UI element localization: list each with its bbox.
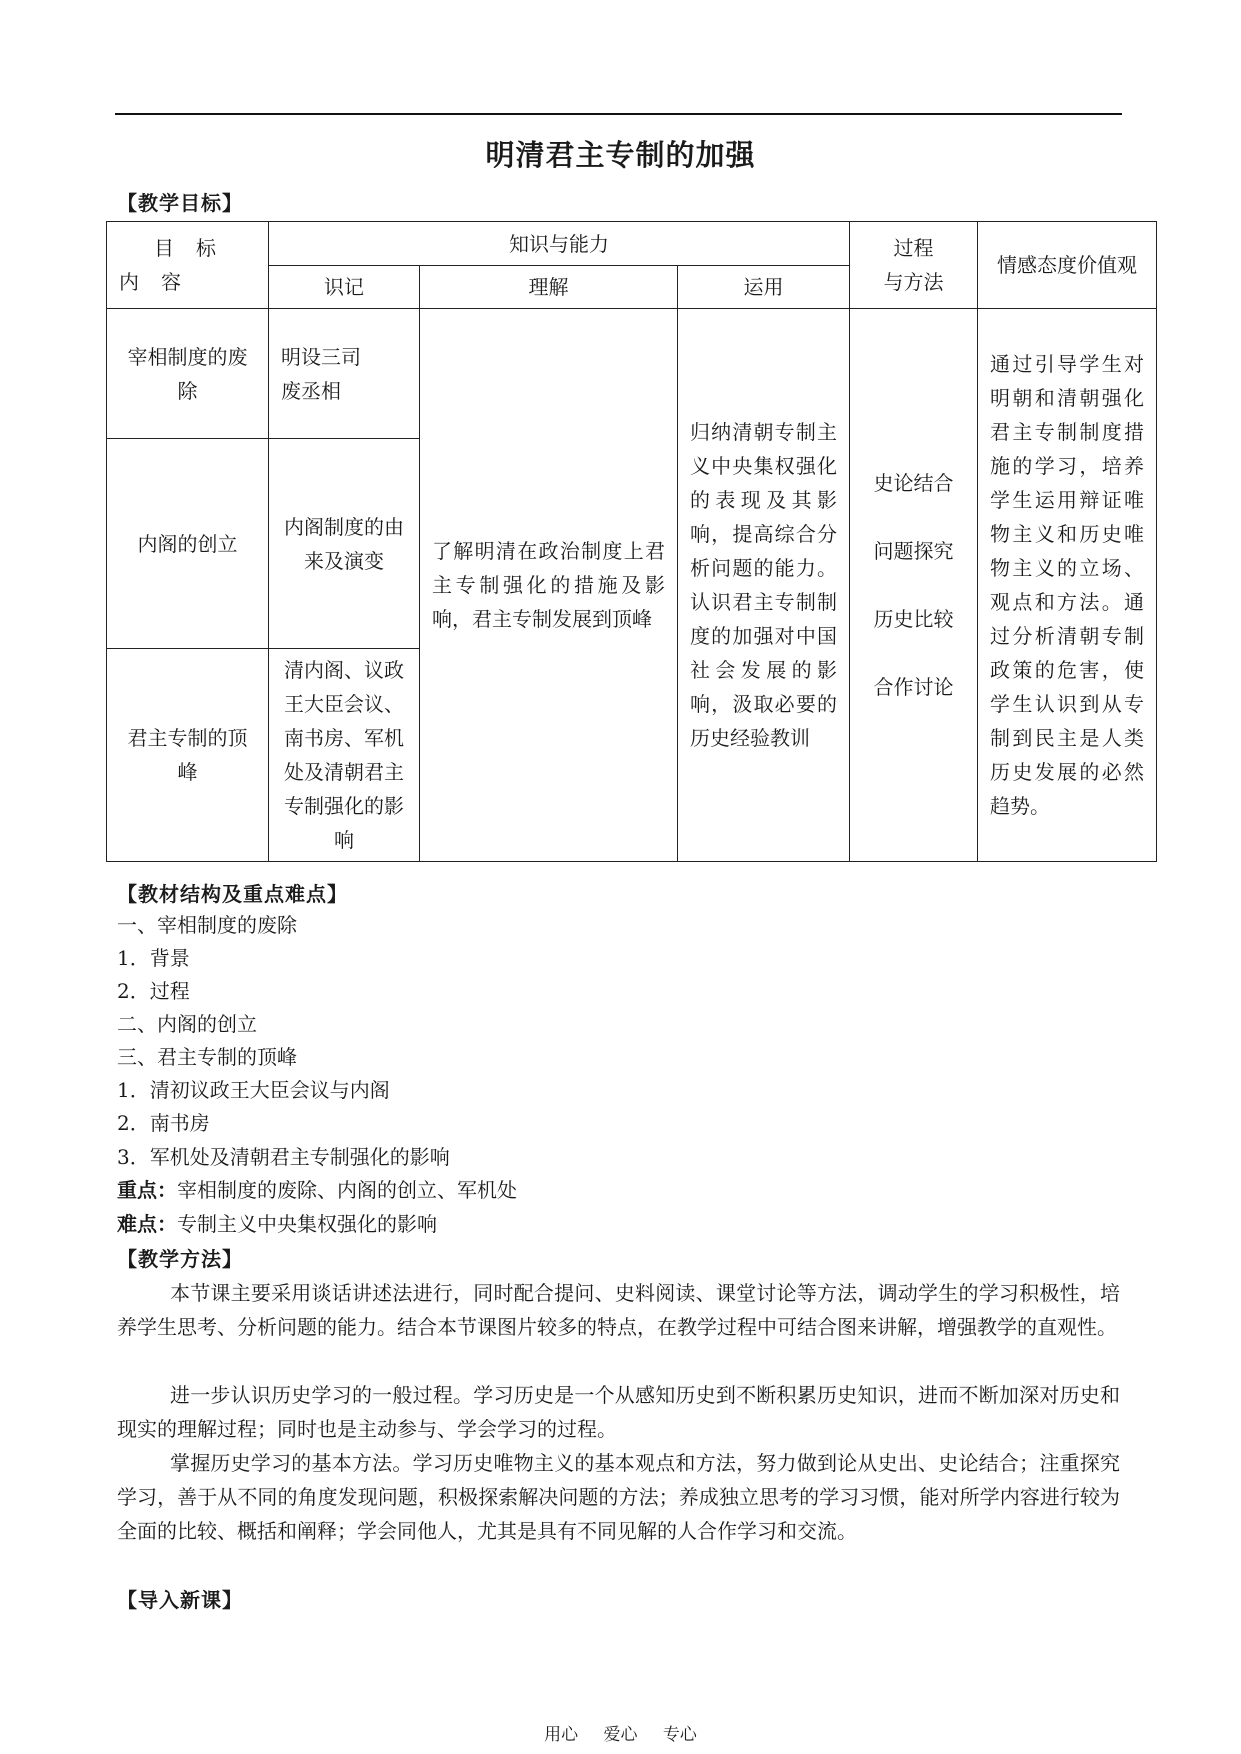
method-paragraph: 进一步认识历史学习的一般过程。学习历史是一个从感知历史到不断积累历史知识，进而不断加深对历史和现实的理解过程；同时也是主动参与、学会学习的过程。 xyxy=(117,1383,1120,1441)
sub-header-memorize: 识记 xyxy=(269,266,420,309)
outline-item: 二、内阁的创立 xyxy=(117,1012,257,1036)
outline-item: 一、宰相制度的废除 xyxy=(117,913,297,937)
key-points-text: 宰相制度的废除、内阁的创立、军机处 xyxy=(177,1178,517,1202)
knowledge-header: 知识与能力 xyxy=(269,222,850,266)
outline-item: 3．军机处及清朝君主专制强化的影响 xyxy=(117,1145,450,1169)
method-item: 合作讨论 xyxy=(873,675,954,699)
row-content-cell: 君主专制的顶峰 xyxy=(107,649,269,862)
method-paragraph: 本节课主要采用谈话讲述法进行，同时配合提问、史料阅读、课堂讨论等方法，调动学生的学习积极性，培养学生思考、分析问题的能力。结合本节课图片较多的特点，在教学过程中可结合图来讲解，增强教学的直观性。 xyxy=(117,1281,1120,1339)
outline-item: 2．过程 xyxy=(117,979,190,1003)
corner-cell xyxy=(107,222,269,309)
outline-item: 2．南书房 xyxy=(117,1111,210,1135)
outline-item: 三、君主专制的顶峰 xyxy=(117,1045,297,1069)
row-memorize-cell: 清内阁、议政王大臣会议、南书房、军机处及清朝君主专制强化的影响 xyxy=(269,649,420,862)
objectives-table xyxy=(106,221,1157,862)
apply-cell: 归纳清朝专制主义中央集权强化的表现及其影响，提高综合分析问题的能力。认识君主专制制度的加强对中国社会发展的影响，汲取必要的历史经验教训 xyxy=(678,309,850,862)
row-content-cell: 内阁的创立 xyxy=(107,439,269,649)
method-heading: 【教学方法】 xyxy=(117,1247,243,1271)
sub-header-apply: 运用 xyxy=(678,266,850,309)
methods-cell xyxy=(850,309,978,862)
understand-cell: 了解明清在政治制度上君主专制强化的措施及影响，君主专制发展到顶峰 xyxy=(420,309,678,862)
sub-header-understand: 理解 xyxy=(420,266,678,309)
key-points-line xyxy=(117,1174,517,1207)
outline-item: 1．背景 xyxy=(117,946,190,970)
emotion-cell: 通过引导学生对明朝和清朝强化君主专制制度措施的学习，培养学生运用辩证唯物主义和历史唯物主义的立场、观点和方法。通过分析清朝专制政策的危害，使学生认识到从专制到民主是人类历史发展的必然趋势。 xyxy=(978,309,1157,862)
row-memorize-cell: 明设三司 废丞相 xyxy=(269,309,420,439)
structure-heading: 【教材结构及重点难点】 xyxy=(117,882,348,906)
corner-bottom-label: 内容 xyxy=(119,270,203,294)
outline-item: 1．清初议政王大臣会议与内阁 xyxy=(117,1078,390,1102)
intro-heading: 【导入新课】 xyxy=(117,1588,243,1612)
method-item: 历史比较 xyxy=(873,607,954,631)
method-item: 问题探究 xyxy=(873,539,954,563)
page-title: 明清君主专制的加强 xyxy=(485,138,756,172)
header-rule xyxy=(115,113,1122,115)
row-content-cell: 宰相制度的废除 xyxy=(107,309,269,439)
method-item: 史论结合 xyxy=(873,471,954,495)
difficulty-line xyxy=(117,1208,437,1241)
process-header: 过程 与方法 xyxy=(850,222,978,309)
row-memorize-cell: 内阁制度的由来及演变 xyxy=(269,439,420,649)
objectives-heading: 【教学目标】 xyxy=(117,191,243,215)
corner-top-label: 目标 xyxy=(154,236,238,260)
difficulty-label: 难点： xyxy=(117,1212,177,1236)
emotion-header: 情感态度价值观 xyxy=(978,222,1157,309)
difficulty-text: 专制主义中央集权强化的影响 xyxy=(177,1212,437,1236)
key-points-label: 重点： xyxy=(117,1178,177,1202)
method-paragraph: 掌握历史学习的基本方法。学习历史唯物主义的基本观点和方法，努力做到论从史出、史论结合；注重探究学习，善于从不同的角度发现问题，积极探索解决问题的方法；养成独立思考的学习习惯，能对所学内容进行较为全面的比较、概括和阐释；学会同他人，尤其是具有不同见解的人合作学习和交流。 xyxy=(117,1451,1120,1543)
page-footer: 用心 爱心 专心 xyxy=(544,1725,697,1745)
